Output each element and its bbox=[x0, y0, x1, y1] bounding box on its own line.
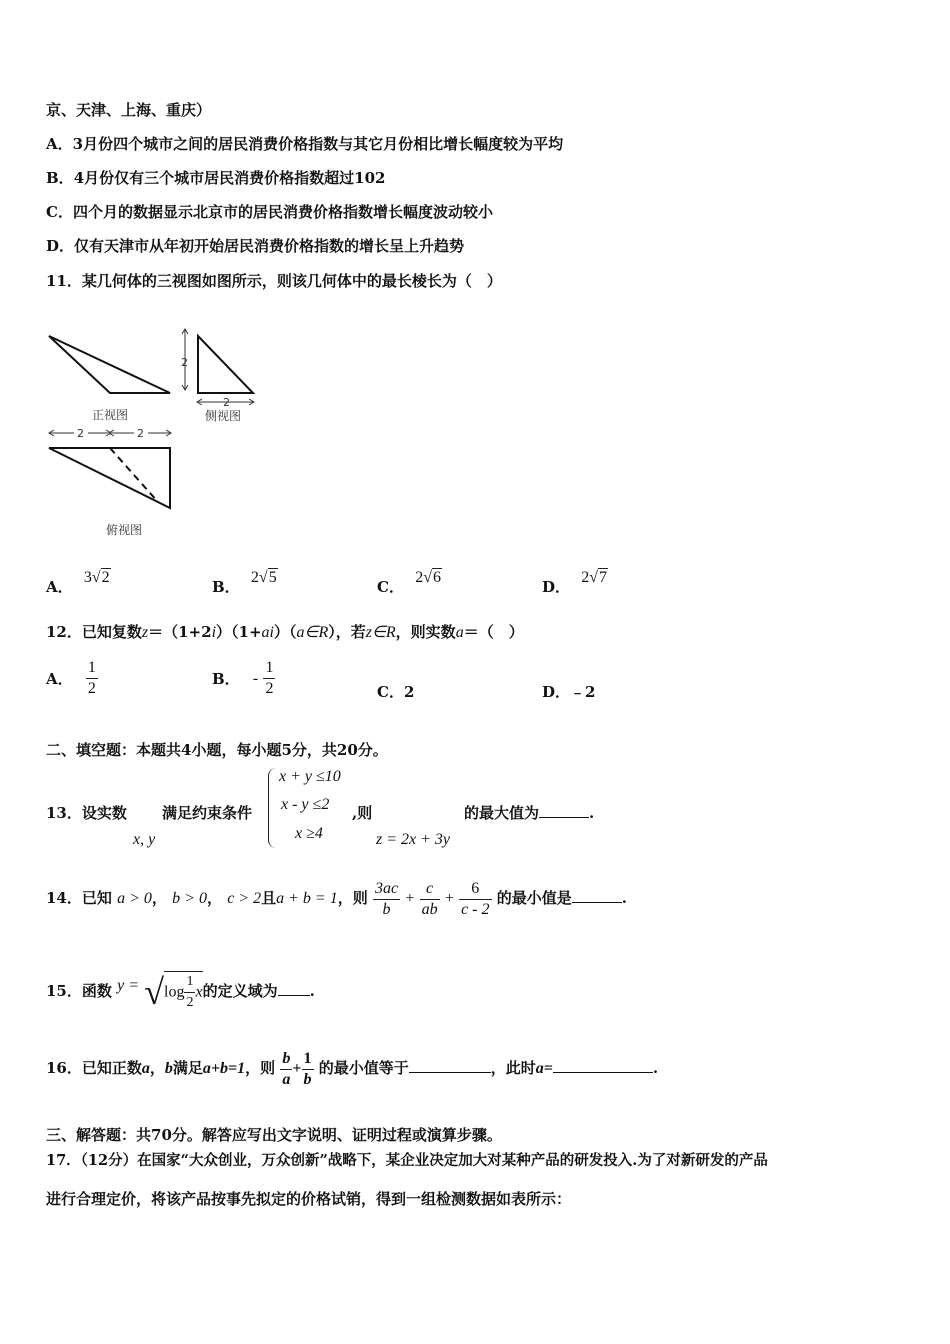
q12-z-in-r: z∈R bbox=[365, 624, 396, 641]
numerator: 6 bbox=[471, 879, 480, 897]
radicand: 5 bbox=[268, 569, 277, 586]
q15-radicand bbox=[164, 971, 203, 1013]
q13-suffix bbox=[464, 803, 594, 823]
q14-plus-1: + bbox=[405, 890, 415, 907]
q12-stem bbox=[46, 622, 524, 643]
q14-cond-a: a > 0 bbox=[117, 890, 152, 907]
q14-cond-sum: a + b = 1 bbox=[276, 890, 338, 907]
section-2-heading: 二、填空题：本题共4小题，每小题5分，共20分。 bbox=[46, 741, 388, 759]
option-label: C． bbox=[46, 203, 73, 221]
top-view-triangle bbox=[49, 448, 170, 508]
option-value: 2 bbox=[403, 683, 415, 701]
q16-cond: a+b=1 bbox=[202, 1060, 246, 1077]
q14-period: . bbox=[621, 889, 627, 907]
q16-a-eq: a= bbox=[535, 1060, 553, 1077]
q14-and: 且 bbox=[261, 889, 277, 907]
answer-blank[interactable] bbox=[278, 995, 310, 996]
numerator: 1 bbox=[303, 1049, 312, 1067]
q13-objective: z = 2x + 3y bbox=[376, 831, 451, 848]
q10-stem-tail: 京、天津、上海、重庆） bbox=[46, 101, 212, 119]
q14-sep-2: ， bbox=[206, 889, 222, 907]
q13-xy: x, y bbox=[133, 831, 156, 848]
numerator: b bbox=[282, 1049, 291, 1067]
option-text: 四个月的数据显示北京市的居民消费价格指数增长幅度波动较小 bbox=[72, 203, 493, 221]
denominator: 2 bbox=[265, 680, 274, 697]
q12-text-6: ，则实数 bbox=[395, 623, 456, 641]
side-width-dim: 2 bbox=[223, 396, 230, 409]
q16-comma: ， bbox=[149, 1059, 165, 1077]
answer-blank-min[interactable] bbox=[409, 1072, 491, 1073]
numerator: c bbox=[426, 879, 434, 897]
fraction bbox=[86, 658, 98, 699]
q14-fraction-2 bbox=[420, 879, 440, 920]
q14-text-2: 的最小值是 bbox=[496, 889, 572, 907]
q12-option-a bbox=[46, 658, 98, 699]
q15-sqrt-icon: √ bbox=[144, 972, 165, 1012]
q15-x: x bbox=[195, 983, 203, 1001]
option-label: A． bbox=[46, 135, 73, 153]
q15-y-eq: y = bbox=[117, 977, 140, 994]
option-label: A． bbox=[46, 578, 73, 596]
q14-sep-1: ， bbox=[151, 889, 167, 907]
q15-period: . bbox=[309, 982, 315, 1000]
q10-option-a bbox=[46, 134, 563, 154]
q13-prefix: 13．设实数 bbox=[46, 804, 127, 822]
q11-option-c bbox=[377, 566, 442, 596]
q15-line bbox=[46, 960, 315, 1018]
option-label: D． bbox=[542, 683, 571, 701]
q16-fraction-1 bbox=[280, 1049, 292, 1090]
radicand: 2 bbox=[101, 569, 110, 586]
q14-line bbox=[46, 878, 627, 920]
coef: 2 bbox=[581, 569, 590, 586]
q12-text-4: ）（ bbox=[273, 623, 297, 641]
minus-sign: - bbox=[252, 669, 259, 687]
sqrt-icon: √ bbox=[589, 569, 599, 586]
q15-base-fraction bbox=[184, 972, 195, 1013]
q14-cond-b: b > 0 bbox=[172, 890, 207, 907]
q16-text-5: ，此时 bbox=[490, 1059, 536, 1077]
fraction bbox=[263, 658, 275, 699]
q16-fraction-2 bbox=[302, 1049, 314, 1090]
denominator: a bbox=[282, 1070, 291, 1088]
top-dim-left: 2 bbox=[77, 427, 84, 440]
numerator: 1 bbox=[87, 659, 96, 676]
q14-text-1: 14．已知 bbox=[46, 889, 112, 907]
top-view-label: 俯视图 bbox=[106, 523, 143, 537]
option-label: D． bbox=[46, 237, 75, 255]
q16-a: a bbox=[141, 1060, 150, 1077]
coef: 2 bbox=[250, 569, 259, 586]
section-3-heading: 三、解答题：共70分。解答应写出文字说明、证明过程或演算步骤。 bbox=[46, 1126, 502, 1144]
option-text: 4月份仅有三个城市居民消费价格指数超过102 bbox=[73, 169, 386, 187]
side-height-dim: 2 bbox=[181, 356, 188, 369]
option-label: C． bbox=[377, 683, 404, 701]
q10-option-b bbox=[46, 168, 385, 188]
q15-log: log bbox=[164, 983, 185, 1001]
q16-period: . bbox=[652, 1059, 659, 1077]
q16-text-3: ，则 bbox=[245, 1059, 276, 1077]
option-label: A． bbox=[46, 670, 73, 688]
radicand: 6 bbox=[432, 569, 441, 586]
q14-fraction-1 bbox=[373, 879, 400, 920]
q12-a-in-r: a∈R bbox=[296, 624, 329, 641]
q14-then: ，则 bbox=[337, 889, 368, 907]
q13-constraint-1: x + y ≤10 bbox=[279, 768, 341, 785]
q12-option-d bbox=[542, 681, 595, 702]
q12-z: z bbox=[141, 624, 149, 641]
q17-line-2: 进行合理定价，将该产品按事先拟定的价格试销，得到一组检测数据如表所示： bbox=[46, 1190, 572, 1208]
coef: 2 bbox=[415, 569, 424, 586]
q13-constraint-brace bbox=[268, 768, 277, 848]
denominator: ab bbox=[421, 900, 438, 918]
option-label: B． bbox=[212, 578, 240, 596]
q12-text-1: 12．已知复数 bbox=[46, 623, 142, 641]
sqrt-icon: √ bbox=[258, 569, 268, 586]
option-label: B． bbox=[212, 670, 240, 688]
denominator: c - 2 bbox=[461, 900, 490, 918]
denominator: 2 bbox=[87, 680, 96, 697]
denominator: b bbox=[373, 899, 400, 920]
q15-text-2: 的定义域为 bbox=[202, 982, 278, 1000]
q12-text-7: ＝（ ） bbox=[463, 623, 524, 641]
answer-blank-a[interactable] bbox=[553, 1072, 653, 1073]
q13-constraint-3: x ≥4 bbox=[295, 825, 323, 842]
q13-text-2: 满足约束条件 bbox=[162, 804, 253, 822]
option-text: 3月份四个城市之间的居民消费价格指数与其它月份相比增长幅度较为平均 bbox=[72, 135, 564, 153]
q10-option-c bbox=[46, 202, 493, 222]
q16-text-4: 的最小值等于 bbox=[318, 1059, 409, 1077]
q13-then: ,则 bbox=[352, 804, 373, 822]
denominator: b bbox=[303, 1070, 312, 1088]
coef: 3 bbox=[83, 569, 92, 586]
q16-line bbox=[46, 1046, 658, 1091]
q11-option-b bbox=[212, 566, 278, 596]
q16-plus: + bbox=[292, 1060, 302, 1077]
q11-stem: 11．某几何体的三视图如图所示，则该几何体中的最长棱长为（ ） bbox=[46, 272, 502, 290]
q12-i: i bbox=[211, 624, 217, 641]
option-label: C． bbox=[377, 578, 404, 596]
q12-ai: ai bbox=[261, 624, 274, 641]
option-text: 仅有天津市从年初开始居民消费价格指数的增长呈上升趋势 bbox=[74, 237, 465, 255]
answer-blank[interactable] bbox=[572, 902, 622, 903]
q12-text-2: ＝（1+2 bbox=[148, 623, 212, 641]
q17-line-1: 17．（12分）在国家“大众创业，万众创新”战略下，某企业决定加大对某种产品的研发投入.为了对新研发的产品 bbox=[46, 1152, 768, 1169]
front-view-label: 正视图 bbox=[92, 408, 129, 422]
q11-option-d bbox=[542, 566, 608, 596]
option-label: D． bbox=[542, 578, 571, 596]
q11-option-a bbox=[46, 566, 111, 596]
q12-a: a bbox=[455, 624, 464, 641]
q16-text-1: 16．已知正数 bbox=[46, 1059, 142, 1077]
sqrt-icon: √ bbox=[423, 569, 432, 586]
numerator: 1 bbox=[186, 974, 194, 989]
q12-text-3: ）（1+ bbox=[216, 623, 262, 641]
side-view-label: 侧视图 bbox=[205, 409, 242, 423]
front-view-triangle bbox=[49, 336, 170, 393]
q14-fraction-3 bbox=[459, 879, 491, 920]
q12-option-b bbox=[212, 658, 275, 699]
option-label: B． bbox=[46, 169, 74, 187]
denominator: 2 bbox=[184, 992, 195, 1013]
three-view-figure bbox=[40, 322, 280, 547]
q13-constraint-2: x - y ≤2 bbox=[281, 796, 330, 813]
numerator: 1 bbox=[265, 659, 274, 676]
q15-text-1: 15．函数 bbox=[46, 982, 112, 1000]
q14-cond-c: c > 2 bbox=[227, 890, 262, 907]
numerator: 3ac bbox=[374, 879, 399, 897]
q13-text-3: 的最大值为 bbox=[464, 804, 540, 822]
top-view-hidden-edge bbox=[110, 448, 158, 502]
option-value: ﹣2 bbox=[570, 683, 596, 701]
q10-option-d bbox=[46, 236, 464, 256]
q16-text-2: 满足 bbox=[172, 1059, 203, 1077]
q13-period: . bbox=[589, 804, 595, 822]
q14-plus-2: + bbox=[444, 890, 454, 907]
q16-b: b bbox=[164, 1060, 173, 1077]
top-dim-right: 2 bbox=[137, 427, 144, 440]
answer-blank[interactable] bbox=[539, 817, 589, 818]
sqrt-icon: √ bbox=[91, 569, 101, 586]
q12-text-5: ），若 bbox=[328, 623, 366, 641]
side-view-triangle bbox=[198, 336, 253, 393]
q12-option-c bbox=[377, 681, 414, 702]
radicand: 7 bbox=[599, 569, 608, 586]
